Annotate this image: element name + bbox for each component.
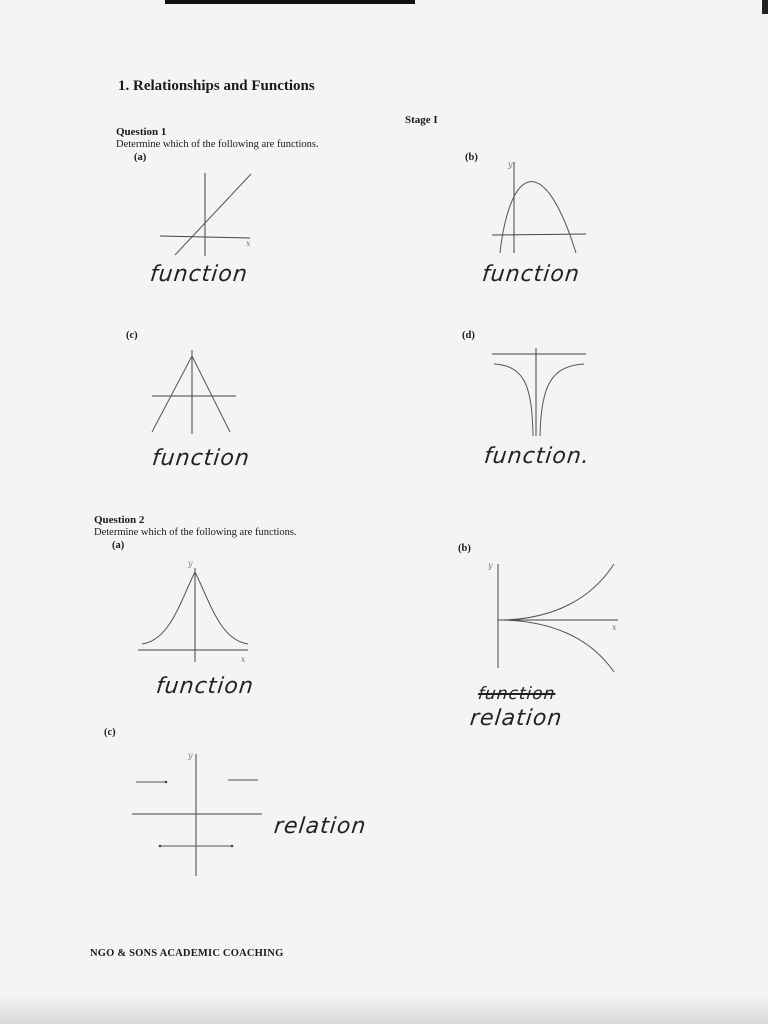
footer-publisher: NGO & SONS ACADEMIC COACHING <box>90 948 284 959</box>
question-1-heading: Question 1 <box>116 126 167 138</box>
q1a-graph <box>155 170 255 260</box>
q1a-x-label: x <box>246 239 251 248</box>
q2a-answer: function <box>154 674 256 699</box>
q1d-graph <box>490 346 590 438</box>
q1c-vertex-curve <box>152 356 230 432</box>
q2b-upper-branch-curve <box>498 564 614 620</box>
q2-part-a-label: (a) <box>112 540 125 551</box>
q2c-endpoint-dot <box>231 845 234 848</box>
question-2-instruction: Determine which of the following are functions. <box>94 527 297 538</box>
q2b-answer: relation <box>468 706 564 731</box>
q1d-answer: function. <box>482 444 592 469</box>
q2b-struck-answer: function <box>476 684 557 704</box>
q1-part-a-label: (a) <box>134 152 147 163</box>
q1b-x-axis <box>492 234 586 235</box>
q1b-graph <box>488 158 588 258</box>
q1a-line-curve <box>175 174 251 255</box>
q2a-graph <box>136 558 254 666</box>
q2a-y-label: y <box>188 559 193 568</box>
q2-part-c-label: (c) <box>104 727 116 738</box>
page-shadow <box>0 994 768 1024</box>
q2b-lower-branch-curve <box>498 620 614 672</box>
page-edge <box>762 0 768 14</box>
q1-part-c-label: (c) <box>126 330 138 341</box>
question-2-heading: Question 2 <box>94 514 145 526</box>
q2c-answer: relation <box>272 814 368 839</box>
stage-label: Stage I <box>405 114 438 126</box>
q2b-graph <box>484 558 624 676</box>
q1a-answer: function <box>148 262 250 287</box>
q1b-parabola-curve <box>500 182 576 253</box>
q2b-y-label: y <box>488 561 493 570</box>
q1-part-d-label: (d) <box>462 330 475 341</box>
q2c-graph <box>128 748 268 880</box>
q1c-answer: function <box>150 446 252 471</box>
page-shadow <box>165 0 415 4</box>
q2a-x-label: x <box>241 655 246 664</box>
q2c-endpoint-dot <box>165 781 168 784</box>
q1b-answer: function <box>480 262 582 287</box>
section-title: 1. Relationships and Functions <box>118 78 315 94</box>
q1d-right-branch-curve <box>540 364 584 436</box>
question-1-instruction: Determine which of the following are functions. <box>116 139 319 150</box>
q1c-graph <box>148 348 240 436</box>
q1-part-b-label: (b) <box>465 152 478 163</box>
q2b-x-label: x <box>612 623 617 632</box>
q2c-y-label: y <box>188 751 193 760</box>
q1d-left-branch-curve <box>494 364 533 436</box>
q2c-endpoint-dot <box>159 845 162 848</box>
q1b-y-label: y <box>508 160 513 169</box>
q2-part-b-label: (b) <box>458 543 471 554</box>
